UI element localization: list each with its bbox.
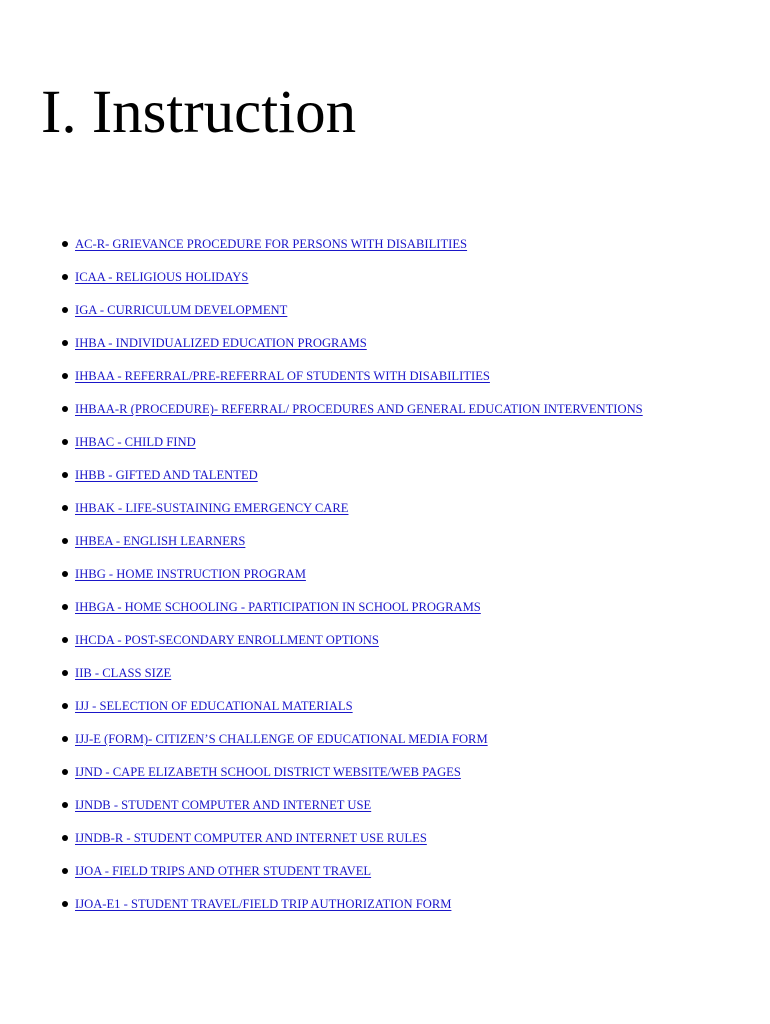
bullet-icon bbox=[62, 373, 68, 379]
list-item bbox=[0, 726, 770, 759]
list-item bbox=[0, 297, 770, 330]
list-item bbox=[0, 231, 770, 264]
bullet-icon bbox=[62, 802, 68, 808]
list-item bbox=[0, 495, 770, 528]
bullet-icon bbox=[62, 901, 68, 907]
policy-link[interactable]: IHBGA - HOME SCHOOLING - PARTICIPATION IN SCHOOL PROGRAMS bbox=[75, 600, 481, 614]
bullet-icon bbox=[62, 769, 68, 775]
list-item bbox=[0, 627, 770, 660]
policy-link[interactable]: IHBAA - REFERRAL/PRE-REFERRAL OF STUDENTS WITH DISABILITIES bbox=[75, 369, 490, 383]
policy-link[interactable]: IIB - CLASS SIZE bbox=[75, 666, 172, 680]
list-item bbox=[0, 528, 770, 561]
list-item bbox=[0, 858, 770, 891]
list-item bbox=[0, 759, 770, 792]
list-item bbox=[0, 792, 770, 825]
list-item bbox=[0, 891, 770, 924]
bullet-icon bbox=[62, 505, 68, 511]
list-item bbox=[0, 264, 770, 297]
policy-link[interactable]: IHBAA-R (PROCEDURE)- REFERRAL/ PROCEDURES AND GENERAL EDUCATION INTERVENTIONS bbox=[75, 402, 643, 416]
bullet-icon bbox=[62, 571, 68, 577]
policy-link[interactable]: IHBAC - CHILD FIND bbox=[75, 435, 196, 449]
bullet-icon bbox=[62, 274, 68, 280]
bullet-icon bbox=[62, 340, 68, 346]
bullet-icon bbox=[62, 472, 68, 478]
policy-link[interactable]: IHBG - HOME INSTRUCTION PROGRAM bbox=[75, 567, 306, 581]
list-item bbox=[0, 462, 770, 495]
list-item bbox=[0, 825, 770, 858]
policy-link[interactable]: IHBB - GIFTED AND TALENTED bbox=[75, 468, 258, 482]
bullet-icon bbox=[62, 835, 68, 841]
bullet-icon bbox=[62, 604, 68, 610]
list-item bbox=[0, 429, 770, 462]
policy-link[interactable]: IJOA-E1 - STUDENT TRAVEL/FIELD TRIP AUTHORIZATION FORM bbox=[75, 897, 452, 911]
bullet-icon bbox=[62, 538, 68, 544]
bullet-icon bbox=[62, 637, 68, 643]
policy-link[interactable]: IGA - CURRICULUM DEVELOPMENT bbox=[75, 303, 288, 317]
policy-link[interactable]: IJJ - SELECTION OF EDUCATIONAL MATERIALS bbox=[75, 699, 353, 713]
list-item bbox=[0, 363, 770, 396]
bullet-icon bbox=[62, 241, 68, 247]
bullet-icon bbox=[62, 670, 68, 676]
bullet-icon bbox=[62, 703, 68, 709]
policy-link[interactable]: IJND - CAPE ELIZABETH SCHOOL DISTRICT WEBSITE/WEB PAGES bbox=[75, 765, 461, 779]
bullet-icon bbox=[62, 406, 68, 412]
list-item bbox=[0, 396, 770, 429]
bullet-icon bbox=[62, 307, 68, 313]
policy-link[interactable]: IHBEA - ENGLISH LEARNERS bbox=[75, 534, 246, 548]
policy-link[interactable]: IJJ-E (FORM)- CITIZEN’S CHALLENGE OF EDUCATIONAL MEDIA FORM bbox=[75, 732, 488, 746]
bullet-icon bbox=[62, 439, 68, 445]
policy-link[interactable]: IJNDB-R - STUDENT COMPUTER AND INTERNET USE RULES bbox=[75, 831, 427, 845]
bullet-icon bbox=[62, 868, 68, 874]
list-item bbox=[0, 330, 770, 363]
bullet-icon bbox=[62, 736, 68, 742]
policy-link[interactable]: IHCDA - POST-SECONDARY ENROLLMENT OPTIONS bbox=[75, 633, 379, 647]
list-item bbox=[0, 693, 770, 726]
policy-link[interactable]: ICAA - RELIGIOUS HOLIDAYS bbox=[75, 270, 249, 284]
policy-link[interactable]: IHBA - INDIVIDUALIZED EDUCATION PROGRAMS bbox=[75, 336, 367, 350]
policy-link[interactable]: AC-R- GRIEVANCE PROCEDURE FOR PERSONS WITH DISABILITIES bbox=[75, 237, 468, 251]
policy-link[interactable]: IJNDB - STUDENT COMPUTER AND INTERNET USE bbox=[75, 798, 372, 812]
policy-link[interactable]: IJOA - FIELD TRIPS AND OTHER STUDENT TRAVEL bbox=[75, 864, 372, 878]
list-item bbox=[0, 561, 770, 594]
list-item bbox=[0, 660, 770, 693]
list-item bbox=[0, 594, 770, 627]
policy-link[interactable]: IHBAK - LIFE-SUSTAINING EMERGENCY CARE bbox=[75, 501, 349, 515]
page-title: I. Instruction bbox=[41, 79, 357, 146]
policy-list bbox=[0, 231, 770, 924]
